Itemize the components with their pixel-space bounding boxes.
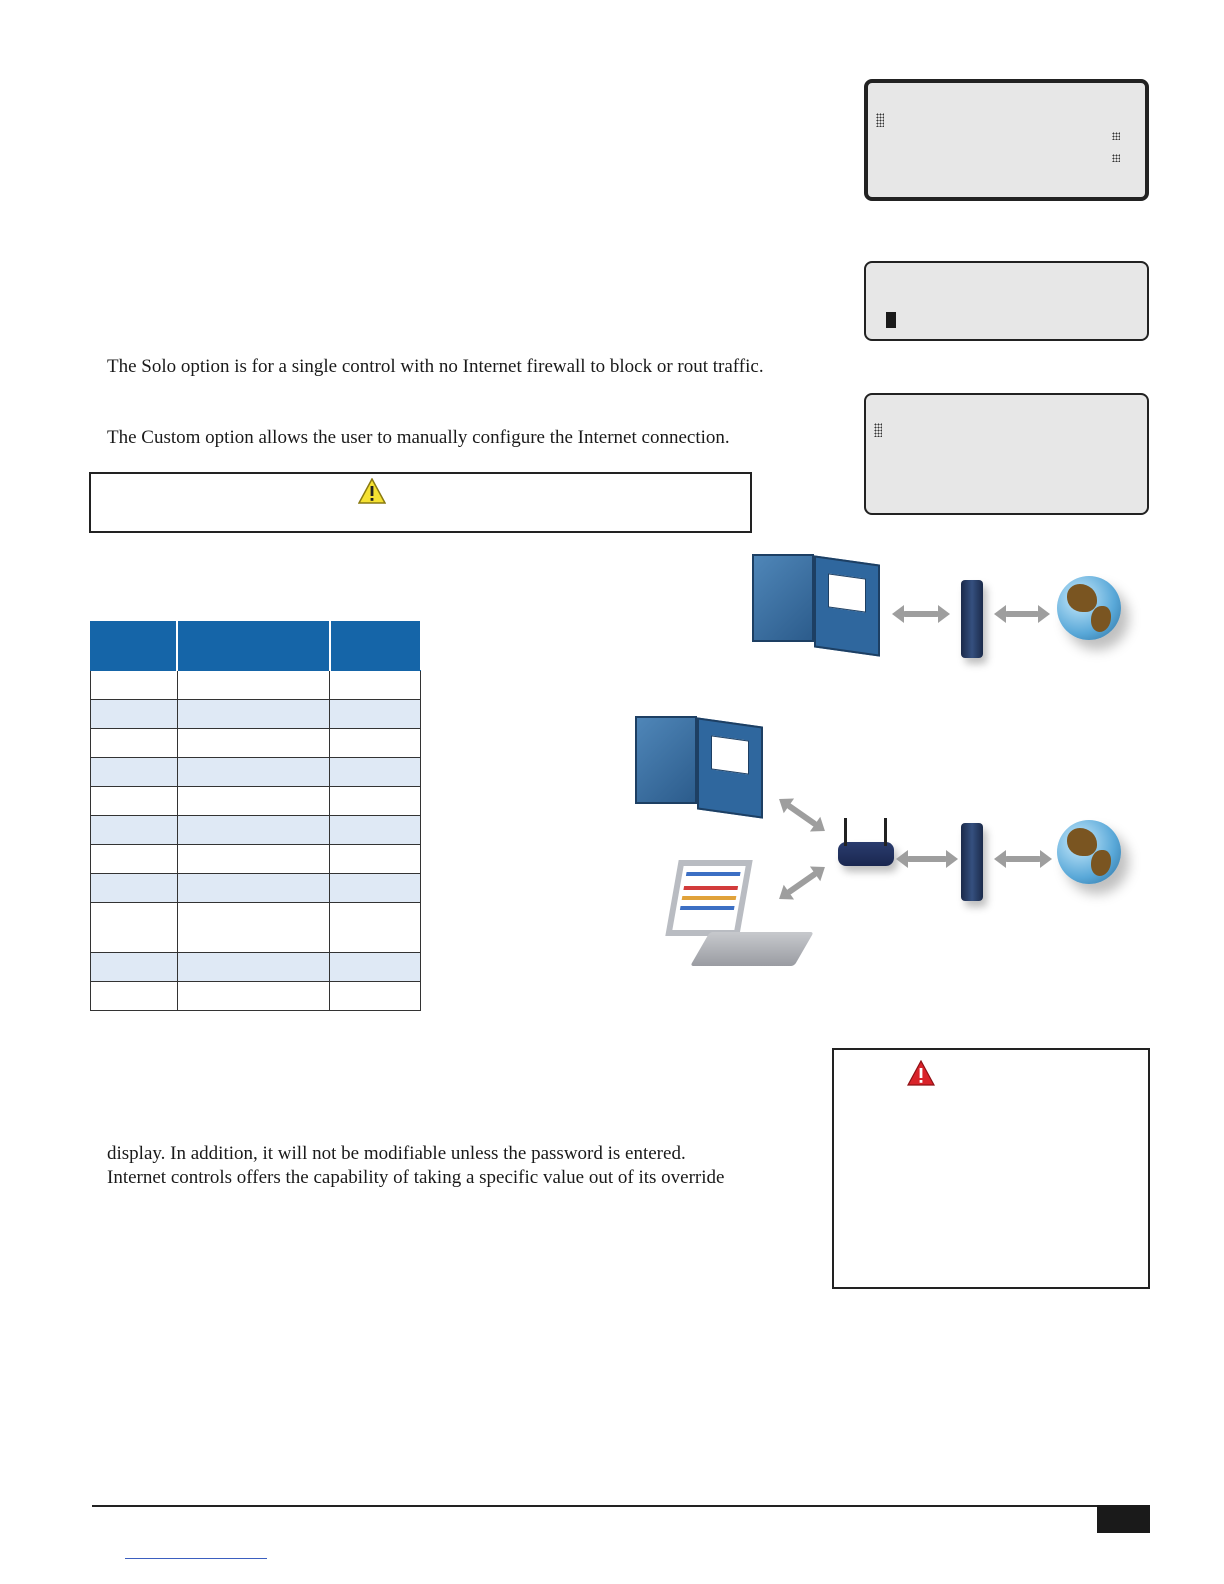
internet-globe-icon [1057, 576, 1121, 640]
table-row [91, 671, 421, 700]
settings-table [90, 620, 421, 1011]
table-row [91, 874, 421, 903]
caution-box [89, 472, 752, 533]
double-arrow-icon [1004, 856, 1042, 862]
custom-option-text: The Custom option allows the user to manually configure the Internet connection. [107, 427, 730, 448]
solo-option-text: The Solo option is for a single control with no Internet firewall to block or rout traffic. [107, 356, 764, 377]
caution-triangle-icon [358, 478, 386, 504]
controller-door-icon [697, 717, 763, 818]
table-row [91, 787, 421, 816]
menu-cursor-icon [876, 113, 884, 127]
double-arrow-icon [906, 856, 948, 862]
laptop-screen-icon [665, 860, 752, 936]
checkbox-icon [1112, 154, 1120, 162]
checkbox-icon [1112, 132, 1120, 140]
table-row [91, 845, 421, 874]
table-header-cell [330, 621, 421, 671]
controller-panel-icon [752, 554, 814, 642]
lcd-screen-entry [864, 261, 1149, 341]
laptop-keyboard-icon [690, 932, 814, 966]
table-row [91, 903, 421, 953]
modem-icon [961, 580, 983, 658]
internet-globe-icon [1057, 820, 1121, 884]
table-row [91, 758, 421, 787]
table-header-row [91, 621, 421, 671]
double-arrow-icon [786, 870, 819, 896]
table-row [91, 953, 421, 982]
controller-door-icon [814, 555, 880, 656]
table-row [91, 982, 421, 1011]
footer-divider [92, 1505, 1150, 1507]
text-cursor-icon [886, 312, 896, 328]
menu-cursor-icon [874, 423, 882, 437]
page-number-tab [1097, 1505, 1150, 1533]
modem-icon [961, 823, 983, 901]
wireless-router-icon [838, 842, 894, 866]
table-header-cell [91, 621, 178, 671]
table-row [91, 729, 421, 758]
table-row [91, 700, 421, 729]
controller-panel-icon [635, 716, 697, 804]
lcd-screen-menu [864, 79, 1149, 201]
lcd-screen-options [864, 393, 1149, 515]
footer-link-underline[interactable] [125, 1558, 267, 1559]
table-row [91, 816, 421, 845]
table-header-cell [177, 621, 329, 671]
password-text-line-1: display. In addition, it will not be modifiable unless the password is entered. [107, 1143, 686, 1164]
double-arrow-icon [786, 802, 819, 828]
double-arrow-icon [902, 611, 940, 617]
double-arrow-icon [1004, 611, 1040, 617]
password-text-line-2: Internet controls offers the capability of taking a specific value out of its override [107, 1167, 725, 1188]
warning-triangle-icon [907, 1060, 935, 1086]
warning-box [832, 1048, 1150, 1289]
